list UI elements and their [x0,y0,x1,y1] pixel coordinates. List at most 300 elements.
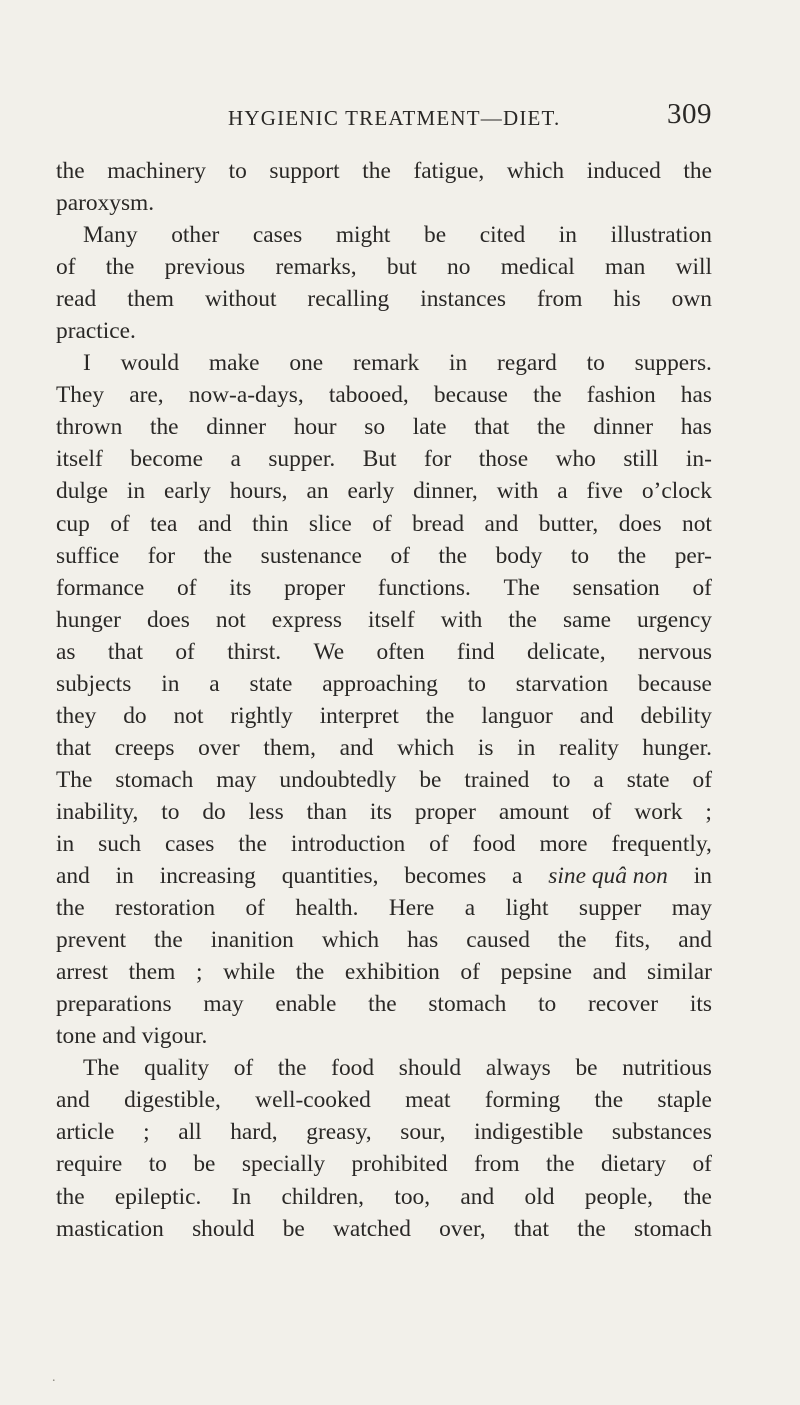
word: to [538,991,557,1018]
word: cited [479,222,526,249]
word: always [485,1055,551,1082]
word: tea [150,510,178,537]
text-line [56,1084,712,1116]
word: cases [252,222,303,249]
word: previous [164,254,246,281]
word: proper [284,574,346,601]
word: to [148,1151,167,1178]
text-line [56,1148,712,1180]
word: to [161,798,180,825]
word: find [456,638,495,665]
word: and [678,927,712,954]
word: the [277,1055,307,1082]
word: hours, [229,478,288,505]
word: of [177,574,197,601]
word: in [693,863,712,890]
word: They [56,382,105,409]
word: the [56,1183,85,1210]
text-line [56,732,712,764]
word: introduction [290,830,406,857]
word: of [692,766,712,793]
word: and [56,1087,90,1114]
text-line [56,860,712,892]
text-line [56,1020,712,1052]
word: all [178,1119,202,1146]
word: in [161,670,180,697]
word: without [204,286,277,313]
text-line [56,636,712,668]
word: supper [578,895,642,922]
word: the [154,927,183,954]
word: approaching [322,670,438,697]
word: proper [414,798,476,825]
word: I [83,350,91,377]
word: early [347,478,395,505]
word: Many [83,222,138,249]
word: meat [405,1087,451,1114]
word: to [570,542,590,569]
word: Here [388,895,435,922]
word: does [146,606,190,633]
word: quality [144,1055,210,1082]
word: stomach [115,766,194,793]
word: the [203,542,233,569]
word: with [496,478,539,505]
text-line [56,219,712,251]
word: rightly [230,702,293,729]
italic-phrase: sine quâ non [548,863,668,890]
word: who [555,446,596,473]
word: interpret [319,702,399,729]
word: food [331,1055,375,1082]
word: specially [241,1151,326,1178]
word: of [429,830,449,857]
word: which [397,734,455,761]
word: the [508,606,537,633]
text-line [56,892,712,924]
word: The [503,574,540,601]
word: of [692,574,712,601]
word: forming [484,1087,561,1114]
word: late [412,414,447,441]
word: amount [498,798,570,825]
word: of [175,638,195,665]
word: that [474,414,510,441]
word: has [407,927,439,954]
word: quantities, [281,863,379,890]
word: are, [129,382,164,409]
word: read [56,286,97,313]
word: the [594,1087,624,1114]
word: the [362,158,391,184]
word: other [171,222,220,249]
word: does [618,510,662,537]
word: The [83,1055,120,1082]
word: in [126,478,146,505]
word: dietary [601,1151,666,1178]
word: urgency [637,606,712,633]
word: stomach [428,991,507,1018]
running-head [228,98,712,138]
word: of [233,1055,254,1082]
word: We [313,638,345,665]
word: its [689,991,712,1018]
text-line [56,251,712,283]
word: make [208,350,260,377]
word: and [339,734,374,761]
text-line [56,700,712,732]
text-line [56,379,712,411]
line-text: tone and vigour. [56,1023,208,1050]
word: in [115,863,134,890]
text-line [56,924,712,956]
word: so [364,414,386,441]
word: for [147,542,176,569]
word: and [484,510,519,537]
word: inanition [210,927,294,954]
text-line [56,540,712,572]
word: the [238,830,267,857]
word: dinner, [413,478,478,505]
text-line [56,572,712,604]
word: reality [559,734,619,761]
word: be [424,222,447,249]
word: and [56,863,90,890]
word: they [56,702,97,729]
word: has [680,414,712,441]
word: from [536,286,583,313]
word: do [202,798,226,825]
text-line [56,1213,712,1245]
word: well-cooked [255,1087,371,1114]
word: state [626,766,670,793]
word: hunger. [642,734,712,761]
word: ; [195,959,203,986]
word: regard [497,350,557,377]
word: less [248,798,284,825]
word: sour, [400,1119,446,1146]
word: thin [252,510,289,537]
word: a [593,766,604,793]
text-line [56,668,712,700]
word: from [474,1151,520,1178]
word: instances [420,286,506,313]
word: may [671,895,712,922]
word: exhibition [344,959,440,986]
body-text [56,155,712,1245]
line-text: practice. [56,318,136,345]
word: and [197,510,232,537]
word: should [398,1055,462,1082]
word: hour [293,414,337,441]
word: sustenance [260,542,362,569]
word: of [460,959,480,986]
word: of [110,510,130,537]
word: and [579,702,614,729]
word: still [623,446,659,473]
text-line [56,1116,712,1148]
word: which [506,158,565,184]
word: be [419,766,442,793]
text-line [56,155,712,187]
word: bread [412,510,465,537]
word: mastication [56,1215,164,1242]
text-line [56,508,712,540]
word: own [671,286,712,313]
word: express [271,606,342,633]
word: the [557,927,587,954]
word: food [472,830,516,857]
word: the [683,158,712,184]
word: sensation [572,574,660,601]
word: o’clock [641,478,712,505]
word: substances [611,1119,712,1146]
word: remark [352,350,420,377]
word: with [440,606,483,633]
word: delicate, [526,638,606,665]
word: the [149,414,179,441]
word: But [362,446,397,473]
word: fashion [586,382,656,409]
text-line [56,411,712,443]
word: hard, [230,1119,278,1146]
word: frequently, [611,830,712,857]
word: per- [674,542,712,569]
word: thirst. [227,638,282,665]
word: of [372,510,392,537]
word: too, [394,1183,431,1210]
word: in- [685,446,712,473]
word: the [56,158,85,184]
word: a [230,446,241,473]
word: The [56,766,93,793]
text-line [56,828,712,860]
word: its [229,574,252,601]
word: such [98,830,142,857]
word: the [546,1151,575,1178]
word: be [282,1215,305,1242]
word: the [368,991,397,1018]
word: cup [56,510,90,537]
word: the [105,254,135,281]
word: hunger [56,606,121,633]
word: over [198,734,240,761]
word: to [228,158,247,184]
word: machinery [107,158,206,184]
word: be [575,1055,598,1082]
word: them [128,959,176,986]
word: has [680,382,712,409]
word: of [692,1151,712,1178]
word: because [637,670,712,697]
word: slice [308,510,352,537]
word: fatigue, [413,158,485,184]
word: illustration [610,222,712,249]
word: than [306,798,347,825]
text-line [56,604,712,636]
word: them, [263,734,316,761]
word: prevent [56,927,127,954]
word: tabooed, [328,382,409,409]
word: the [617,542,647,569]
word: of [591,798,612,825]
text-line [56,475,712,507]
word: formance [56,574,145,601]
word: because [433,382,508,409]
word: those [478,446,529,473]
text-line [56,796,712,828]
word: itself [56,446,103,473]
word: do [123,702,147,729]
word: but [386,254,417,281]
word: nervous [637,638,712,665]
word: to [586,350,605,377]
word: work [634,798,683,825]
word: remarks, [275,254,357,281]
word: increasing [159,863,256,890]
word: will [675,254,712,281]
word: creeps [114,734,175,761]
word: prohibited [351,1151,448,1178]
word: should [192,1215,255,1242]
word: an [306,478,329,505]
word: butter, [538,510,599,537]
word: fits, [614,927,651,954]
word: undoubtedly [279,766,397,793]
word: more [539,830,588,857]
word: same [562,606,612,633]
word: ; [143,1119,150,1146]
word: the [295,959,325,986]
word: people, [584,1183,653,1210]
word: indigestible [474,1119,584,1146]
word: arrest [56,959,108,986]
word: not [682,510,712,537]
word: in [449,350,468,377]
word: In [231,1183,252,1210]
word: support [269,158,340,184]
word: no [447,254,471,281]
word: to [552,766,571,793]
word: medical [500,254,575,281]
word: restoration [115,895,216,922]
text-line [56,764,712,796]
word: enable [275,991,337,1018]
word: that [107,638,143,665]
word: is [477,734,494,761]
running-title: HYGIENIC TREATMENT—DIET. [228,106,561,130]
word: them [127,286,174,313]
word: itself [367,606,415,633]
word: in [56,830,75,857]
word: as [56,638,76,665]
word: becomes [404,863,487,890]
word: five [586,478,623,505]
word: recover [587,991,659,1018]
word: often [376,638,425,665]
word: to [467,670,486,697]
word: dinner [593,414,654,441]
word: for [423,446,452,473]
word: starvation [515,670,609,697]
text-line [56,347,712,379]
word: man [605,254,646,281]
word: epileptic. [114,1183,202,1210]
word: thrown [56,414,123,441]
word: the [683,1183,712,1210]
word: a [209,670,220,697]
word: its [369,798,392,825]
text-line [56,956,712,988]
word: ; [705,798,712,825]
word: state [249,670,293,697]
word: supper. [268,446,336,473]
word: require [56,1151,123,1178]
word: which [321,927,380,954]
word: caused [466,927,530,954]
word: subjects [56,670,132,697]
word: suffice [56,542,120,569]
word: stomach [634,1215,712,1242]
word: his [613,286,641,313]
word: dulge [56,478,108,505]
word: of [56,254,76,281]
word: body [495,542,543,569]
word: a [464,895,476,922]
word: that [513,1215,549,1242]
word: that [56,734,92,761]
word: over, [439,1215,486,1242]
word: recalling [307,286,390,313]
word: and [460,1183,495,1210]
word: old [524,1183,555,1210]
word: trained [464,766,530,793]
word: not [215,606,246,633]
text-line [56,187,712,219]
word: the [425,702,455,729]
text-line [56,315,712,347]
text-line [56,988,712,1020]
word: digestible, [124,1087,221,1114]
word: in [517,734,536,761]
word: in [558,222,577,249]
word: the [438,542,468,569]
word: functions. [377,574,471,601]
word: might [335,222,391,249]
word: would [120,350,180,377]
word: nutritious [622,1055,712,1082]
word: a [512,863,523,890]
word: be [193,1151,216,1178]
word: dinner [206,414,266,441]
word: the [577,1215,606,1242]
word: one [289,350,324,377]
word: debility [640,702,712,729]
word: languor [481,702,553,729]
word: health. [295,895,359,922]
word: article [56,1119,115,1146]
word: of [245,895,265,922]
word: preparations [56,991,172,1018]
word: similar [647,959,712,986]
line-text: paroxysm. [56,190,155,217]
word: may [203,991,244,1018]
word: greasy, [306,1119,372,1146]
word: the [536,414,566,441]
word: not [173,702,204,729]
word: children, [281,1183,364,1210]
word: of [390,542,410,569]
